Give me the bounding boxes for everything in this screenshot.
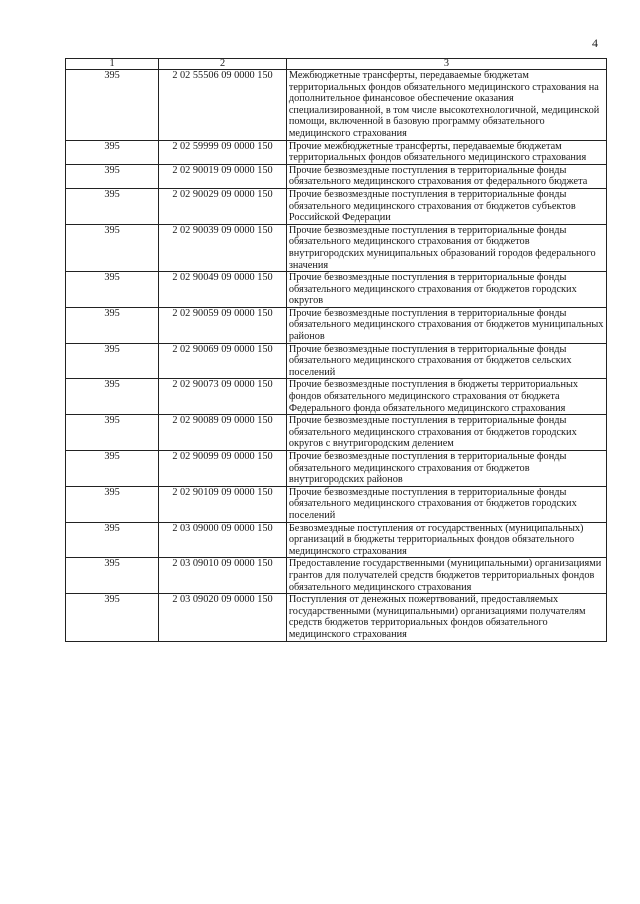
budget-code-cell: 2 02 59999 09 0000 150 [159,140,287,164]
admin-code-cell: 395 [66,522,159,558]
admin-code-cell: 395 [66,70,159,141]
table-row [66,343,607,379]
admin-code-cell: 395 [66,451,159,487]
table-row [66,224,607,271]
admin-code-cell: 395 [66,307,159,343]
budget-code-cell: 2 02 55506 09 0000 150 [159,70,287,141]
admin-code-cell: 395 [66,415,159,451]
description-cell: Прочие безвозмездные поступления в бюджеты территориальных фондов обязательного медицинского страхования от бюджета Федерального фонда обязательного медицинского страхования [286,379,606,415]
column-header: 1 [66,59,159,70]
admin-code-cell: 395 [66,188,159,224]
budget-code-cell: 2 02 90039 09 0000 150 [159,224,287,271]
description-cell: Межбюджетные трансферты, передаваемые бюджетам территориальных фондов обязательного медицинского страхования на дополнительное финансовое обеспечение оказания специализированной, в том числе высокотехнологичной, медицинской помощи, включенной в базовую программу обязательного медицинского страхования [286,70,606,141]
table-row [66,558,607,594]
description-cell: Прочие безвозмездные поступления в территориальные фонды обязательного медицинского страхования от бюджетов городских округов [286,272,606,308]
table-row [66,272,607,308]
budget-code-cell: 2 02 90059 09 0000 150 [159,307,287,343]
column-header: 3 [286,59,606,70]
description-cell: Предоставление государственными (муниципальными) организациями грантов для получателей средств бюджетов территориальных фондов обязательного медицинского страхования [286,558,606,594]
table-row [66,451,607,487]
budget-code-cell: 2 02 90069 09 0000 150 [159,343,287,379]
admin-code-cell: 395 [66,558,159,594]
table-row [66,164,607,188]
budget-code-cell: 2 03 09010 09 0000 150 [159,558,287,594]
table-row [66,379,607,415]
description-cell: Прочие безвозмездные поступления в территориальные фонды обязательного медицинского страхования от бюджетов субъектов Российской Федерации [286,188,606,224]
admin-code-cell: 395 [66,164,159,188]
table-row [66,140,607,164]
table-row [66,188,607,224]
admin-code-cell: 395 [66,272,159,308]
table-row [66,307,607,343]
table-row [66,594,607,641]
table-row [66,522,607,558]
admin-code-cell: 395 [66,379,159,415]
budget-code-cell: 2 02 90019 09 0000 150 [159,164,287,188]
admin-code-cell: 395 [66,594,159,641]
table-header-row [66,59,607,70]
budget-code-cell: 2 03 09020 09 0000 150 [159,594,287,641]
description-cell: Прочие безвозмездные поступления в территориальные фонды обязательного медицинского страхования от бюджетов муниципальных районов [286,307,606,343]
admin-code-cell: 395 [66,224,159,271]
table-row [66,486,607,522]
admin-code-cell: 395 [66,343,159,379]
admin-code-cell: 395 [66,486,159,522]
table-row [66,70,607,141]
budget-code-cell: 2 02 90073 09 0000 150 [159,379,287,415]
description-cell: Поступления от денежных пожертвований, предоставляемых государственными (муниципальными) организациями получателям средств бюджетов территориальных фондов обязательного медицинского страхования [286,594,606,641]
description-cell: Прочие безвозмездные поступления в территориальные фонды обязательного медицинского страхования от бюджетов внутригородских муниципальных образований городов федерального значения [286,224,606,271]
description-cell: Безвозмездные поступления от государственных (муниципальных) организаций в бюджеты территориальных фондов обязательного медицинского страхования [286,522,606,558]
budget-codes-table [65,58,607,642]
description-cell: Прочие межбюджетные трансферты, передаваемые бюджетам территориальных фондов обязательного медицинского страхования [286,140,606,164]
description-cell: Прочие безвозмездные поступления в территориальные фонды обязательного медицинского страхования от бюджетов сельских поселений [286,343,606,379]
table-row [66,415,607,451]
budget-code-cell: 2 02 90049 09 0000 150 [159,272,287,308]
budget-code-cell: 2 02 90109 09 0000 150 [159,486,287,522]
budget-code-cell: 2 02 90099 09 0000 150 [159,451,287,487]
description-cell: Прочие безвозмездные поступления в территориальные фонды обязательного медицинского страхования от федерального бюджета [286,164,606,188]
description-cell: Прочие безвозмездные поступления в территориальные фонды обязательного медицинского страхования от бюджетов городских поселений [286,486,606,522]
admin-code-cell: 395 [66,140,159,164]
page-number: 4 [592,36,598,50]
description-cell: Прочие безвозмездные поступления в территориальные фонды обязательного медицинского страхования от бюджетов городских округов с внутригородским делением [286,415,606,451]
column-header: 2 [159,59,287,70]
budget-code-cell: 2 02 90089 09 0000 150 [159,415,287,451]
budget-code-cell: 2 03 09000 09 0000 150 [159,522,287,558]
description-cell: Прочие безвозмездные поступления в территориальные фонды обязательного медицинского страхования от бюджетов внутригородских районов [286,451,606,487]
budget-code-cell: 2 02 90029 09 0000 150 [159,188,287,224]
